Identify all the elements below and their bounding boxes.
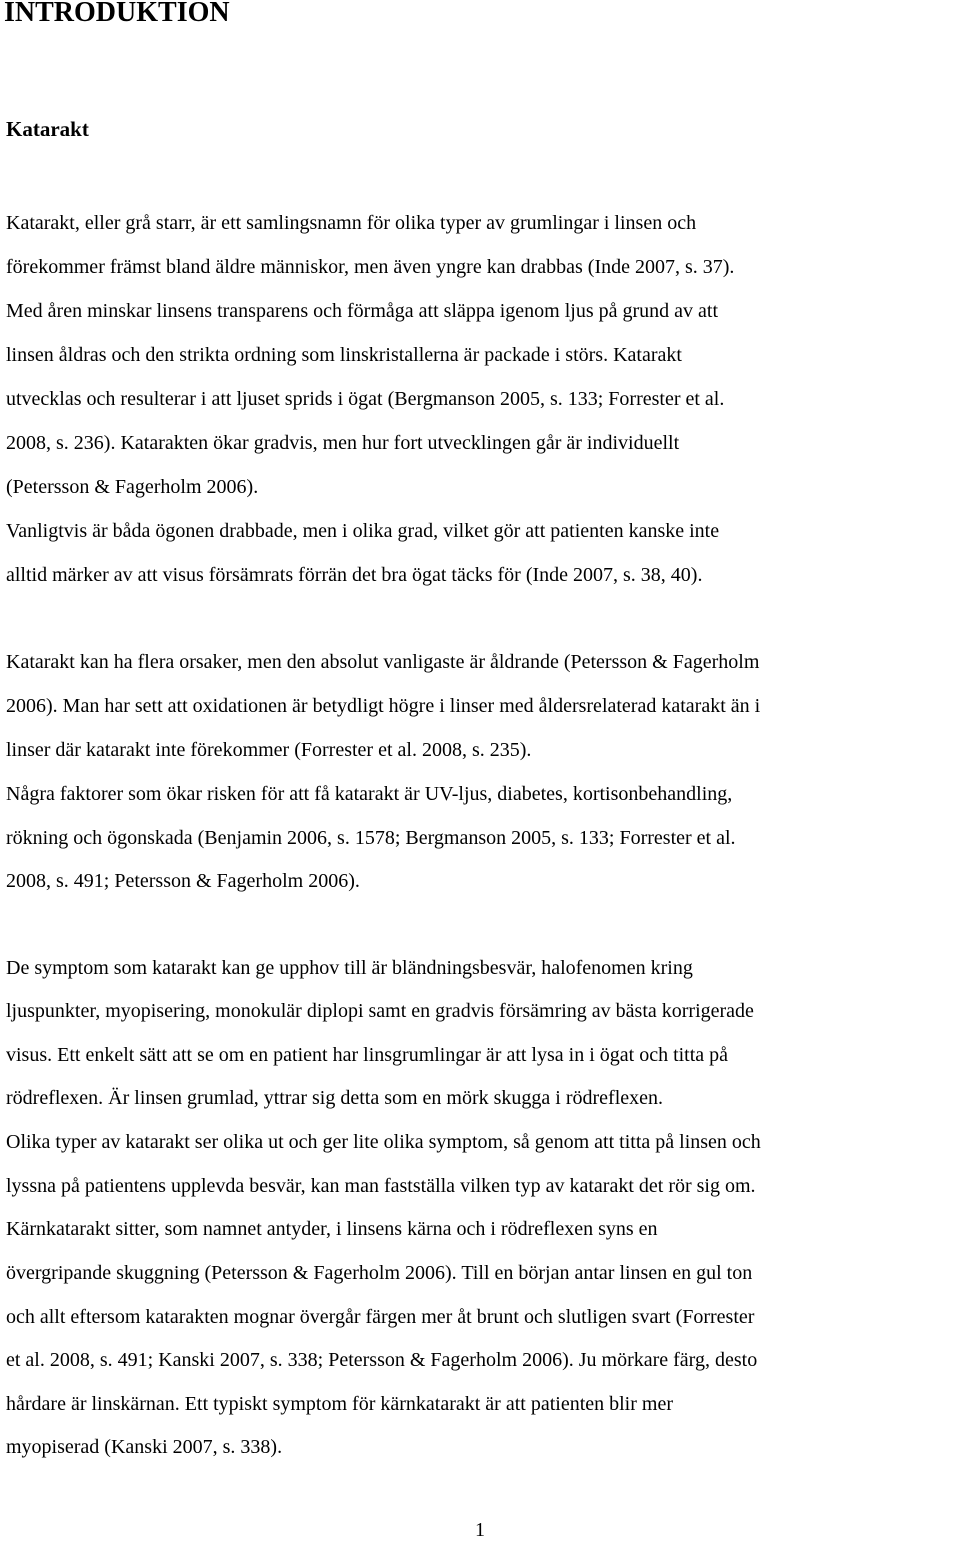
text-line: hårdare är linskärnan. Ett typiskt symptom för kärnkatarakt är att patienten blir mer: [6, 1393, 673, 1415]
text-line: förekommer främst bland äldre människor, men även yngre kan drabbas (Inde 2007, s. 37).: [6, 256, 735, 278]
text-line: övergripande skuggning (Petersson & Fagerholm 2006). Till en början antar linsen en gul ton: [6, 1262, 753, 1284]
text-line: visus. Ett enkelt sätt att se om en patient har linsgrumlingar är att lysa in i ögat och titta på: [6, 1044, 729, 1066]
text-line: 2006). Man har sett att oxidationen är betydligt högre i linser med åldersrelaterad katarakt än i: [6, 695, 761, 717]
text-line: utvecklas och resulterar i att ljuset sprids i ögat (Bergmanson 2005, s. 133; Forrester et al.: [6, 388, 725, 410]
text-line: alltid märker av att visus försämrats förrän det bra ögat täcks för (Inde 2007, s. 38, 40).: [6, 564, 703, 586]
text-line: linsen åldras och den strikta ordning som linskristallerna är packade i störs. Katarakt: [6, 344, 682, 366]
text-line: Med åren minskar linsens transparens och förmåga att släppa igenom ljus på grund av att: [6, 300, 719, 322]
text-line: Katarakt kan ha flera orsaker, men den absolut vanligaste är åldrande (Petersson & Fagerholm: [6, 651, 760, 673]
text-line: lyssna på patientens upplevda besvär, kan man fastställa vilken typ av katarakt det rör sig om.: [6, 1175, 756, 1197]
text-line: myopiserad (Kanski 2007, s. 338).: [6, 1436, 283, 1458]
text-line: ljuspunkter, myopisering, monokulär diplopi samt en gradvis försämring av bästa korrigerade: [6, 1000, 754, 1022]
text-line: rökning och ögonskada (Benjamin 2006, s. 1578; Bergmanson 2005, s. 133; Forrester et al.: [6, 827, 736, 849]
text-line: 2008, s. 491; Petersson & Fagerholm 2006).: [6, 870, 360, 892]
text-line: Kärnkatarakt sitter, som namnet antyder, i linsens kärna och i rödreflexen syns en: [6, 1218, 658, 1240]
section-heading: Katarakt: [6, 117, 89, 141]
text-line: Vanligtvis är båda ögonen drabbade, men i olika grad, vilket gör att patienten kanske inte: [6, 520, 720, 542]
text-line: linser där katarakt inte förekommer (Forrester et al. 2008, s. 235).: [6, 739, 532, 761]
text-line: Några faktorer som ökar risken för att få katarakt är UV-ljus, diabetes, kortisonbehandling,: [6, 783, 733, 805]
text-line: 2008, s. 236). Katarakten ökar gradvis, men hur fort utvecklingen går är individuellt: [6, 432, 680, 454]
page-number: 1: [475, 1519, 485, 1541]
text-line: Olika typer av katarakt ser olika ut och ger lite olika symptom, så genom att titta på linsen och: [6, 1131, 761, 1153]
text-line: Katarakt, eller grå starr, är ett samlingsnamn för olika typer av grumlingar i linsen och: [6, 212, 697, 234]
text-line: (Petersson & Fagerholm 2006).: [6, 476, 259, 498]
text-line: rödreflexen. Är linsen grumlad, yttrar sig detta som en mörk skugga i rödreflexen.: [6, 1087, 664, 1109]
text-line: et al. 2008, s. 491; Kanski 2007, s. 338; Petersson & Fagerholm 2006). Ju mörkare färg, desto: [6, 1349, 758, 1371]
text-line: De symptom som katarakt kan ge upphov till är bländningsbesvär, halofenomen kring: [6, 957, 693, 979]
page-title: INTRODUKTION: [4, 0, 230, 28]
text-line: och allt eftersom katarakten mognar övergår färgen mer åt brunt och slutligen svart (Forrester: [6, 1306, 755, 1328]
